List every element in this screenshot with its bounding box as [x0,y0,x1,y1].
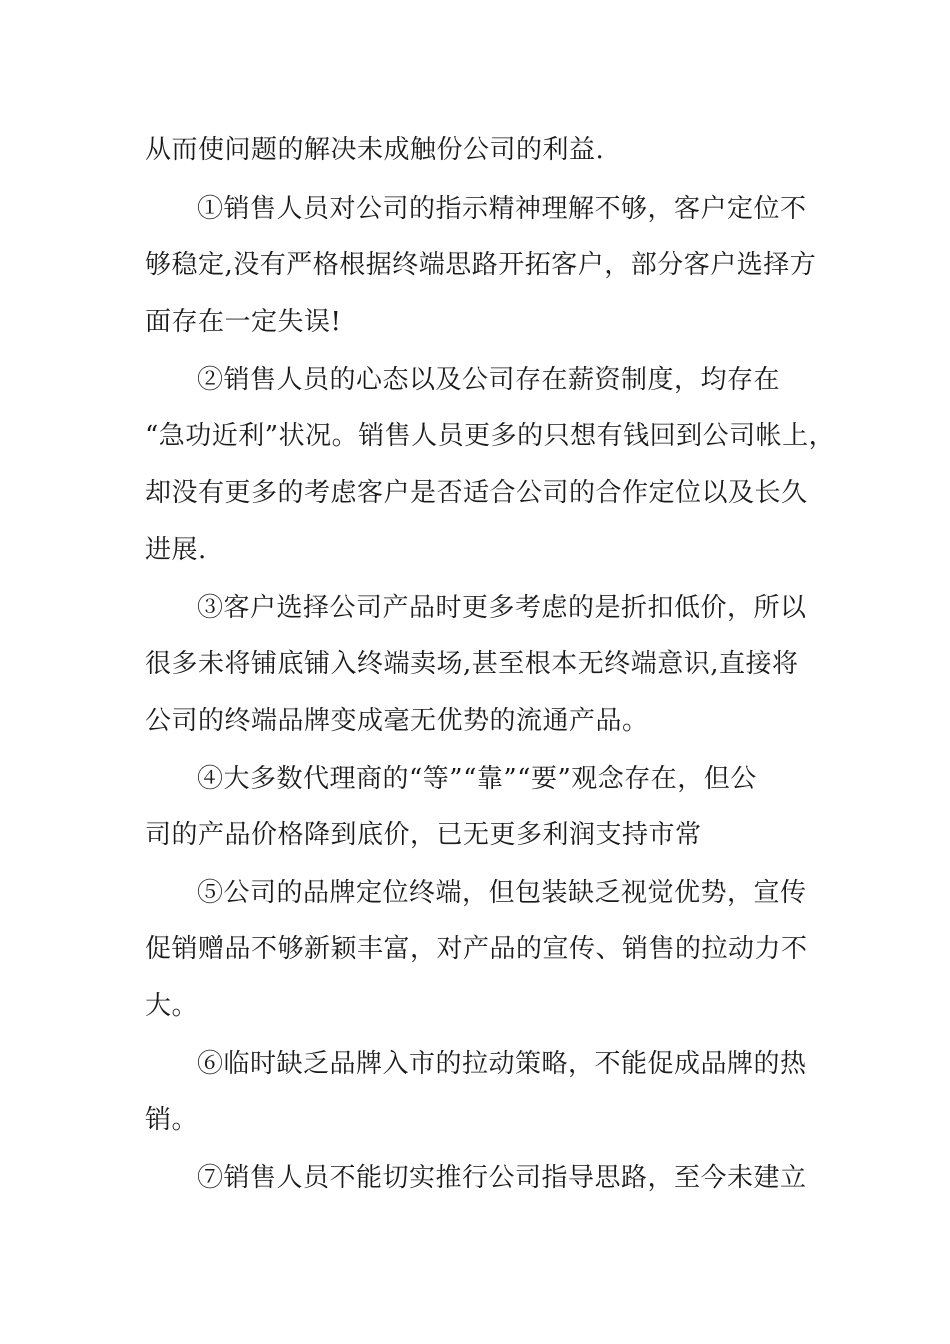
item-5-line-1: ⑤公司的品牌定位终端，但包装缺乏视觉优势，宣传 [197,878,807,908]
item-5-line-2: 促销赠品不够新颖丰富，对产品的宣传、销售的拉动力不 [145,934,808,964]
text-line-1: 从而使问题的解决未成触份公司的利益. [145,135,605,165]
item-1-line-2: 够稳定,没有严格根据终端思路开拓客户，部分客户选择方 [145,250,817,280]
item-3-line-1: ③客户选择公司产品时更多考虑的是折扣低价，所以 [197,593,807,623]
item-1-line-3: 面存在一定失误! [145,307,342,337]
item-6-line-1: ⑥临时缺乏品牌入市的拉动策略，不能促成品牌的热 [197,1049,807,1079]
item-2-line-3: 却没有更多的考虑客户是否适合公司的合作定位以及长久 [145,478,808,508]
item-2-line-4: 进展. [145,535,207,565]
item-3-line-2: 很多未将铺底铺入终端卖场,甚至根本无终端意识,直接将 [145,649,799,679]
item-1-line-1: ①销售人员对公司的指示精神理解不够，客户定位不 [197,194,807,224]
item-5-line-3: 大。 [145,991,199,1021]
item-6-line-2: 销。 [145,1105,199,1135]
item-4-line-1: ④大多数代理商的“等”“靠”“要”观念存在，但公 [197,764,757,794]
item-7-line-1: ⑦销售人员不能切实推行公司指导思路，至今未建立 [197,1163,807,1193]
item-2-line-1: ②销售人员的心态以及公司存在薪资制度，均存在 [197,365,781,395]
item-2-line-2: “急功近利”状况。销售人员更多的只想有钱回到公司帐上， [145,421,836,451]
item-4-line-2: 司的产品价格降到底价，已无更多利润支持市常 [145,820,702,850]
item-3-line-3: 公司的终端品牌变成毫无优势的流通产品。 [145,706,649,736]
